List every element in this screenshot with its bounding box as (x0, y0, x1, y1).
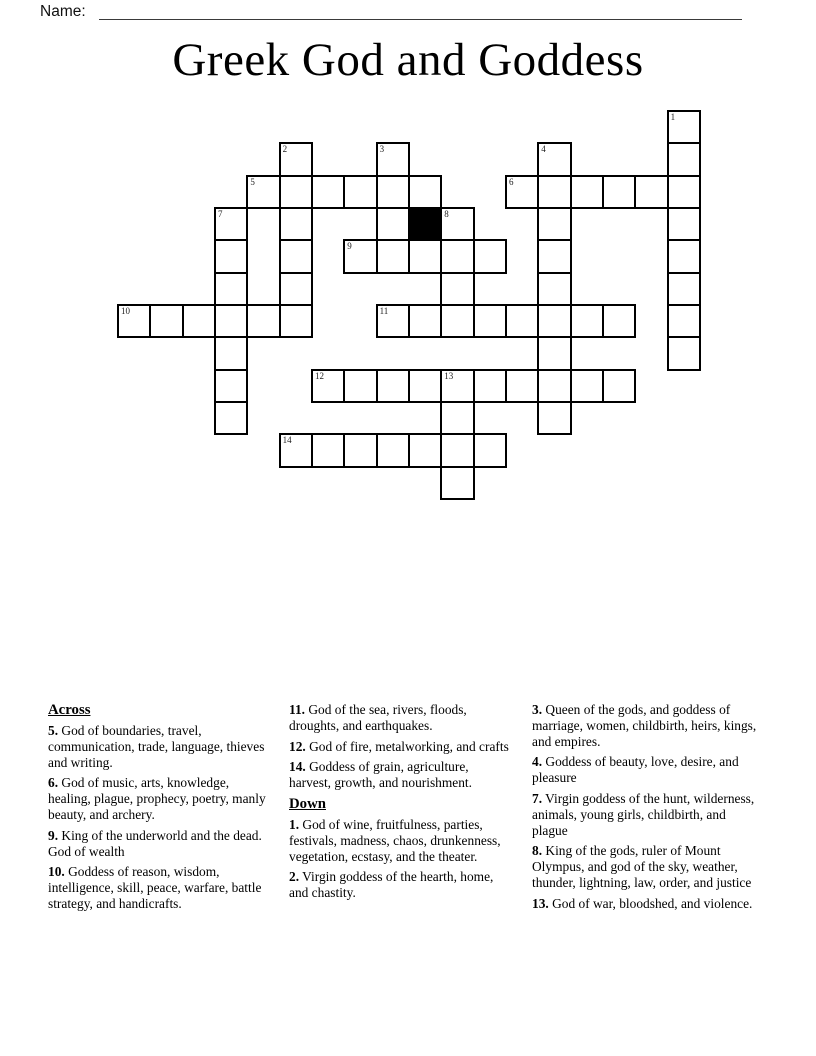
clue-number: 3. (532, 702, 543, 717)
clue-down-7: 7. Virgin goddess of the hunt, wilderness, animals, young girls, childbirth, and plague (532, 790, 755, 838)
grid-cell[interactable] (376, 433, 410, 467)
grid-cell[interactable] (473, 239, 507, 273)
grid-cell[interactable] (408, 175, 442, 209)
grid-cell-start-7[interactable] (214, 207, 248, 241)
cell-number: 6 (508, 176, 514, 187)
clue-number: 4. (532, 754, 543, 770)
grid-cell[interactable] (473, 433, 507, 467)
grid-cell-start-1[interactable] (667, 110, 701, 144)
clue-down-13: 13. God of war, bloodshed, and violence. (532, 895, 753, 911)
grid-cell[interactable] (440, 401, 474, 435)
clue-across-5: 5. God of boundaries, travel, communication, trade, language, thieves and writing. (48, 723, 265, 770)
grid-cell[interactable] (440, 272, 474, 306)
clue-number: 1. (289, 816, 300, 832)
grid-cell[interactable] (505, 369, 539, 403)
grid-cell[interactable] (408, 369, 442, 403)
grid-cell[interactable] (473, 304, 507, 338)
cell-number: 14 (282, 435, 292, 446)
cell-number: 7 (217, 208, 223, 219)
clue-column-3 (532, 702, 758, 917)
grid-cell[interactable] (440, 466, 474, 500)
grid-cell[interactable] (537, 175, 571, 209)
grid-cell[interactable] (537, 239, 571, 273)
grid-cell[interactable] (376, 207, 410, 241)
grid-cell[interactable] (537, 304, 571, 338)
clue-across-6: 6. God of music, arts, knowledge, healing, plague, prophecy, poetry, manly beauty, and archery. (48, 775, 266, 822)
grid-cell[interactable] (214, 401, 248, 435)
grid-cell[interactable] (667, 207, 701, 241)
clue-number: 8. (532, 843, 543, 859)
grid-cell[interactable] (505, 304, 539, 338)
grid-cell[interactable] (279, 207, 313, 241)
grid-cell[interactable] (214, 336, 248, 370)
cell-number: 4 (541, 144, 546, 155)
grid-cell[interactable] (537, 272, 571, 306)
grid-cell[interactable] (667, 239, 701, 273)
grid-cell[interactable] (279, 239, 313, 273)
clue-down-3: 3. Queen of the gods, and goddess of marriage, women, childbirth, heirs, kings, and empires. (532, 702, 757, 749)
grid-cell[interactable] (376, 175, 410, 209)
blocked-cell (408, 207, 442, 241)
across-heading: Across (48, 702, 91, 718)
grid-cell[interactable] (408, 239, 442, 273)
grid-cell[interactable] (602, 304, 636, 338)
clue-column-2 (289, 702, 513, 906)
cell-number: 9 (347, 241, 352, 252)
clue-number: 14. (289, 759, 306, 775)
grid-cell[interactable] (440, 239, 474, 273)
clue-number: 2. (289, 869, 300, 885)
clue-across-9: 9. King of the underworld and the dead. God of wealth (48, 827, 262, 859)
grid-cell[interactable] (343, 433, 377, 467)
grid-cell[interactable] (440, 433, 474, 467)
clue-down-4: 4. Goddess of beauty, love, desire, and pleasure (532, 754, 739, 786)
grid-cell[interactable] (214, 239, 248, 273)
grid-cell[interactable] (537, 336, 571, 370)
grid-cell[interactable] (473, 369, 507, 403)
cell-number: 3 (379, 144, 385, 155)
grid-cell-start-4[interactable] (537, 142, 571, 176)
grid-cell[interactable] (602, 175, 636, 209)
grid-cell-start-14[interactable] (279, 433, 313, 467)
clue-number: 9. (48, 827, 59, 843)
cell-number: 12 (314, 370, 324, 381)
clue-across-11: 11. God of the sea, rivers, floods, droughts, and earthquakes. (289, 702, 467, 733)
grid-cell[interactable] (311, 175, 345, 209)
grid-cell-start-8[interactable] (440, 207, 474, 241)
grid-cell-start-2[interactable] (279, 142, 313, 176)
grid-cell[interactable] (182, 304, 216, 338)
name-row (40, 3, 742, 20)
grid-cell[interactable] (149, 304, 183, 338)
grid-cell[interactable] (311, 433, 345, 467)
grid-cell-start-9[interactable] (343, 239, 377, 273)
grid-cell[interactable] (343, 369, 377, 403)
clue-number: 11. (289, 702, 305, 717)
cell-number: 11 (379, 305, 389, 316)
grid-cell[interactable] (214, 369, 248, 403)
clue-across-14: 14. Goddess of grain, agriculture, harvest, growth, and nourishment. (289, 759, 472, 791)
name-blank-line[interactable] (99, 4, 742, 20)
clue-number: 12. (289, 738, 306, 754)
grid-cell[interactable] (376, 369, 410, 403)
grid-cell[interactable] (537, 207, 571, 241)
clue-across-12: 12. God of fire, metalworking, and crafts (289, 738, 509, 754)
grid-cell-start-3[interactable] (376, 142, 410, 176)
grid-cell[interactable] (214, 304, 248, 338)
grid-cell[interactable] (602, 369, 636, 403)
grid-cell[interactable] (667, 304, 701, 338)
grid-cell[interactable] (667, 142, 701, 176)
grid-cell[interactable] (279, 304, 313, 338)
clue-number: 10. (48, 864, 65, 880)
grid-cell[interactable] (634, 175, 668, 209)
grid-cell[interactable] (408, 304, 442, 338)
grid-cell[interactable] (279, 272, 313, 306)
clue-number: 6. (48, 775, 59, 791)
grid-cell[interactable] (570, 304, 604, 338)
grid-cell[interactable] (537, 401, 571, 435)
clue-across-10: 10. Goddess of reason, wisdom, intelligence, skill, peace, warfare, battle strategy, and handicrafts. (48, 864, 262, 911)
grid-cell-start-12[interactable] (311, 369, 345, 403)
grid-cell[interactable] (570, 175, 604, 209)
grid-cell-start-6[interactable] (505, 175, 539, 209)
grid-cell[interactable] (537, 369, 571, 403)
grid-cell[interactable] (376, 239, 410, 273)
grid-cell-start-13[interactable] (440, 369, 474, 403)
grid-cell[interactable] (667, 175, 701, 209)
cell-number: 13 (444, 370, 454, 381)
cell-number: 1 (670, 112, 676, 122)
clue-down-8: 8. King of the gods, ruler of Mount Olympus, and god of the sky, weather, thunder, lightning, law, order, and justice (532, 843, 752, 890)
grid-cell-start-11[interactable] (376, 304, 410, 338)
down-heading: Down (289, 795, 326, 812)
cell-number: 2 (282, 144, 288, 155)
name-label: Name: (40, 3, 86, 20)
clue-number: 5. (48, 723, 59, 738)
grid-cell[interactable] (343, 175, 377, 209)
cell-number: 8 (444, 208, 449, 219)
grid-cell[interactable] (279, 175, 313, 209)
grid-cell[interactable] (440, 304, 474, 338)
grid-cell[interactable] (570, 369, 604, 403)
clue-number: 7. (532, 790, 543, 806)
grid-cell-start-5[interactable] (246, 175, 280, 209)
clue-column-1 (48, 702, 272, 917)
grid-cell[interactable] (667, 336, 701, 370)
clue-down-1: 1. God of wine, fruitfulness, parties, festivals, madness, chaos, drunkenness, vegetation, ecstasy, and the theater. (289, 816, 501, 864)
grid-cell[interactable] (214, 272, 248, 306)
grid-cell[interactable] (667, 272, 701, 306)
worksheet-title: Greek God and Goddess (172, 34, 644, 86)
cell-number: 10 (121, 305, 130, 316)
clue-down-2: 2. Virgin goddess of the hearth, home, and chastity. (289, 869, 494, 901)
grid-cell-start-10[interactable] (117, 304, 151, 338)
grid-cell[interactable] (408, 433, 442, 467)
clue-number: 13. (532, 895, 549, 911)
cell-number: 5 (250, 176, 255, 187)
grid-cell[interactable] (246, 304, 280, 338)
